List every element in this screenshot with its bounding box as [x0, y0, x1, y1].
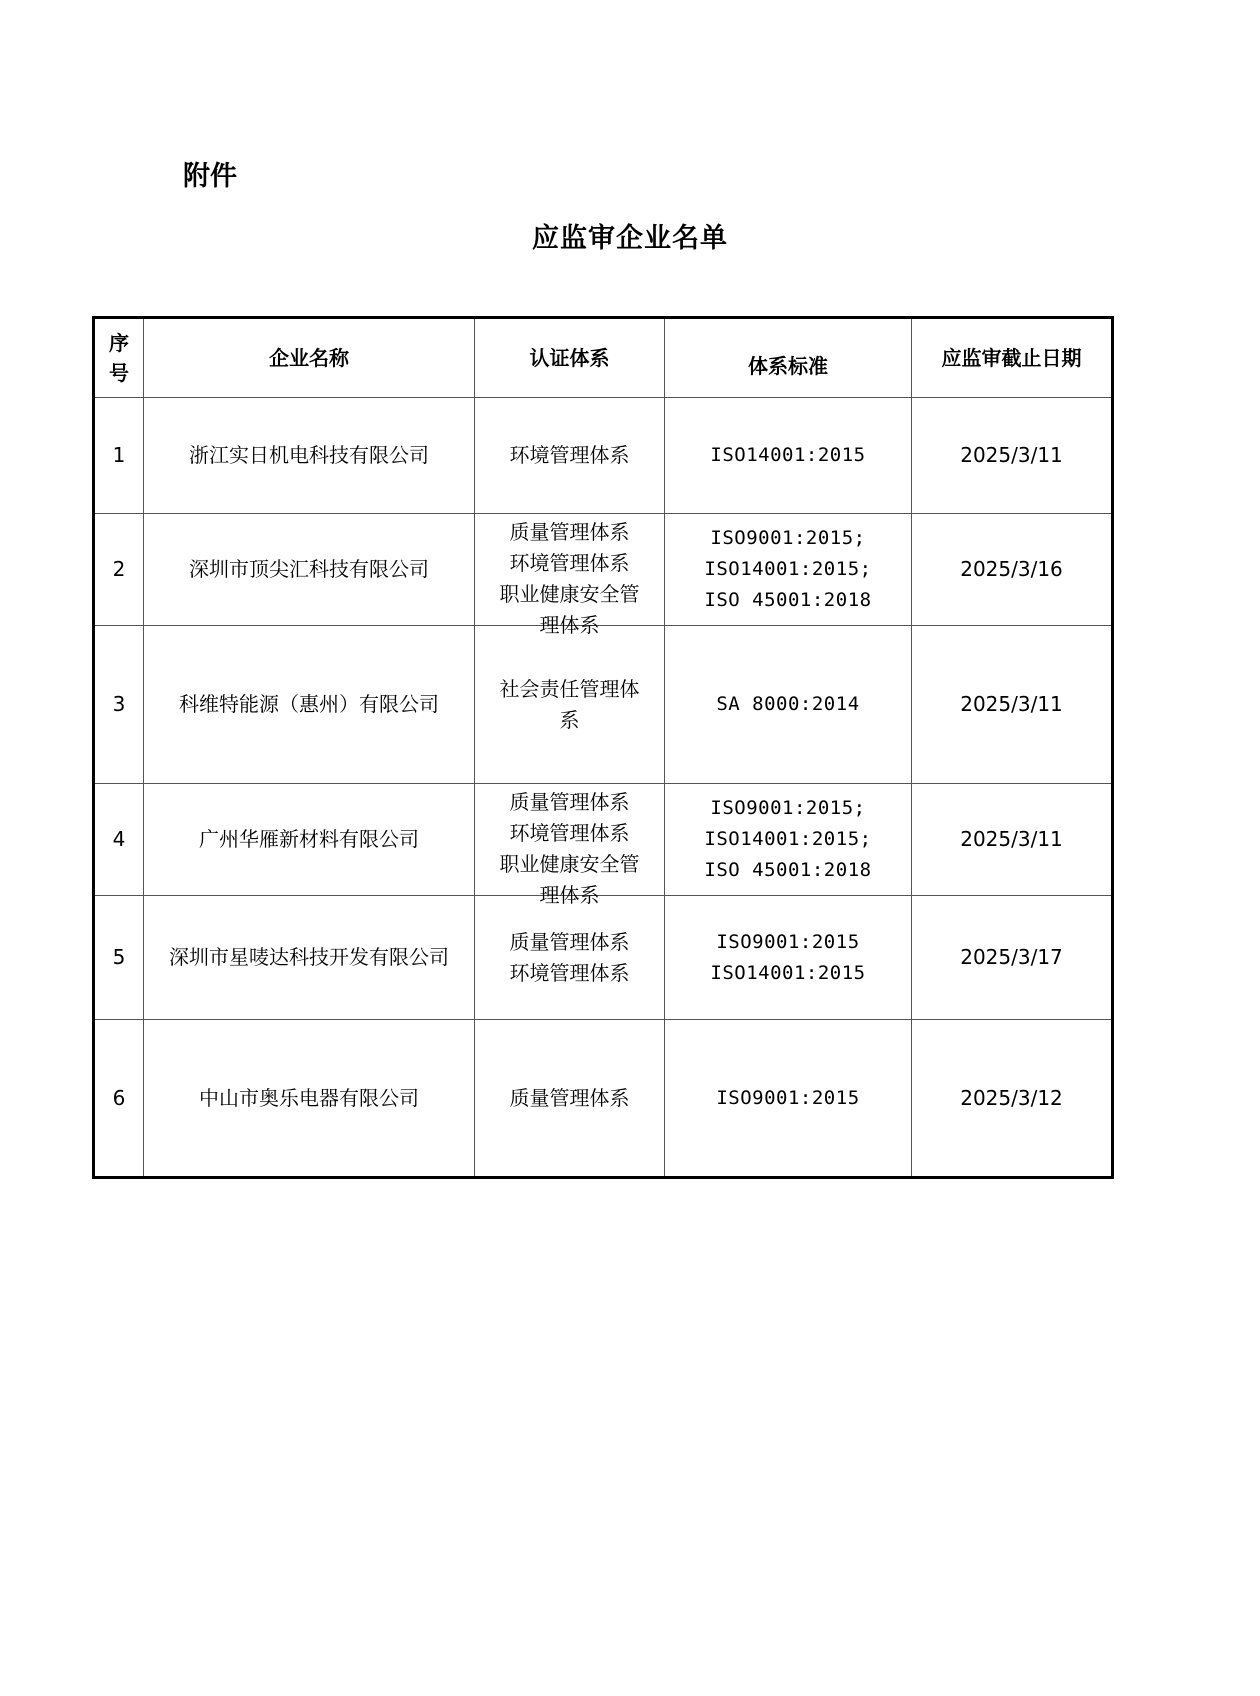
standard-line: ISO9001:2015;	[710, 527, 866, 549]
standard-line: ISO 45001:2018	[704, 859, 872, 881]
table-row	[94, 784, 1113, 896]
system-line: 职业健康安全管	[499, 581, 640, 606]
row-seq: 4	[94, 784, 144, 896]
system-line: 环境管理体系	[509, 960, 630, 985]
system-line: 质量管理体系	[509, 1085, 630, 1110]
standard-line: ISO14001:2015;	[704, 828, 872, 850]
standard-line: ISO9001:2015	[716, 930, 860, 953]
standard-line: ISO14001:2015	[710, 961, 866, 984]
table-row	[94, 1020, 1113, 1178]
table-row	[94, 398, 1113, 514]
row-company-name: 广州华雁新材料有限公司	[144, 784, 475, 896]
row-system-standard	[665, 626, 912, 784]
standard-line: ISO 45001:2018	[704, 589, 872, 611]
row-audit-deadline: 2025/3/16	[912, 514, 1113, 626]
row-seq: 5	[94, 896, 144, 1020]
row-system-standard	[665, 398, 912, 514]
system-line: 系	[559, 707, 580, 732]
system-line: 质量管理体系	[509, 929, 630, 954]
table-row	[94, 896, 1113, 1020]
system-line: 环境管理体系	[509, 820, 630, 845]
row-certification-system	[475, 896, 665, 1020]
row-audit-deadline: 2025/3/11	[912, 398, 1113, 514]
system-line: 质量管理体系	[509, 789, 630, 814]
table-row	[94, 514, 1113, 626]
row-system-standard	[665, 514, 912, 626]
row-certification-system	[475, 1020, 665, 1178]
system-line: 职业健康安全管	[499, 851, 640, 876]
row-company-name: 深圳市星唛达科技开发有限公司	[144, 896, 475, 1020]
system-line: 环境管理体系	[509, 443, 630, 467]
row-audit-deadline: 2025/3/17	[912, 896, 1113, 1020]
document-title: 应监审企业名单	[532, 223, 728, 254]
row-certification-system	[475, 514, 665, 637]
standard-line: ISO9001:2015	[716, 1086, 860, 1109]
table-header-row	[94, 318, 1113, 398]
standard-line: SA 8000:2014	[716, 693, 860, 715]
row-seq: 3	[94, 626, 144, 784]
row-certification-system	[475, 626, 665, 784]
row-certification-system	[475, 784, 665, 907]
header-company-name: 企业名称	[144, 318, 475, 398]
row-company-name: 深圳市顶尖汇科技有限公司	[144, 514, 475, 626]
header-audit-deadline: 应监审截止日期	[912, 318, 1113, 398]
enterprise-list-table	[92, 316, 1114, 1179]
standard-line: ISO14001:2015	[710, 444, 866, 466]
row-seq: 2	[94, 514, 144, 626]
row-certification-system	[475, 398, 665, 514]
system-line: 社会责任管理体	[499, 676, 640, 701]
row-system-standard	[665, 784, 912, 896]
system-line: 质量管理体系	[509, 519, 630, 544]
row-company-name: 浙江实日机电科技有限公司	[144, 398, 475, 514]
header-certification-system: 认证体系	[475, 318, 665, 398]
header-system-standard: 体系标准	[665, 318, 912, 398]
standard-line: ISO14001:2015;	[704, 558, 872, 580]
row-company-name: 科维特能源（惠州）有限公司	[144, 626, 475, 784]
row-company-name: 中山市奥乐电器有限公司	[144, 1020, 475, 1178]
row-audit-deadline: 2025/3/12	[912, 1020, 1113, 1178]
header-seq: 序 号	[94, 318, 144, 398]
system-line: 理体系	[539, 882, 600, 907]
row-audit-deadline: 2025/3/11	[912, 626, 1113, 784]
system-line: 理体系	[539, 612, 600, 637]
table-row	[94, 626, 1113, 784]
row-audit-deadline: 2025/3/11	[912, 784, 1113, 896]
standard-line: ISO9001:2015;	[710, 797, 866, 819]
row-seq: 1	[94, 398, 144, 514]
attachment-label: 附件	[183, 161, 237, 192]
system-line: 环境管理体系	[509, 550, 630, 575]
row-system-standard	[665, 896, 912, 1020]
row-seq: 6	[94, 1020, 144, 1178]
row-system-standard	[665, 1020, 912, 1178]
